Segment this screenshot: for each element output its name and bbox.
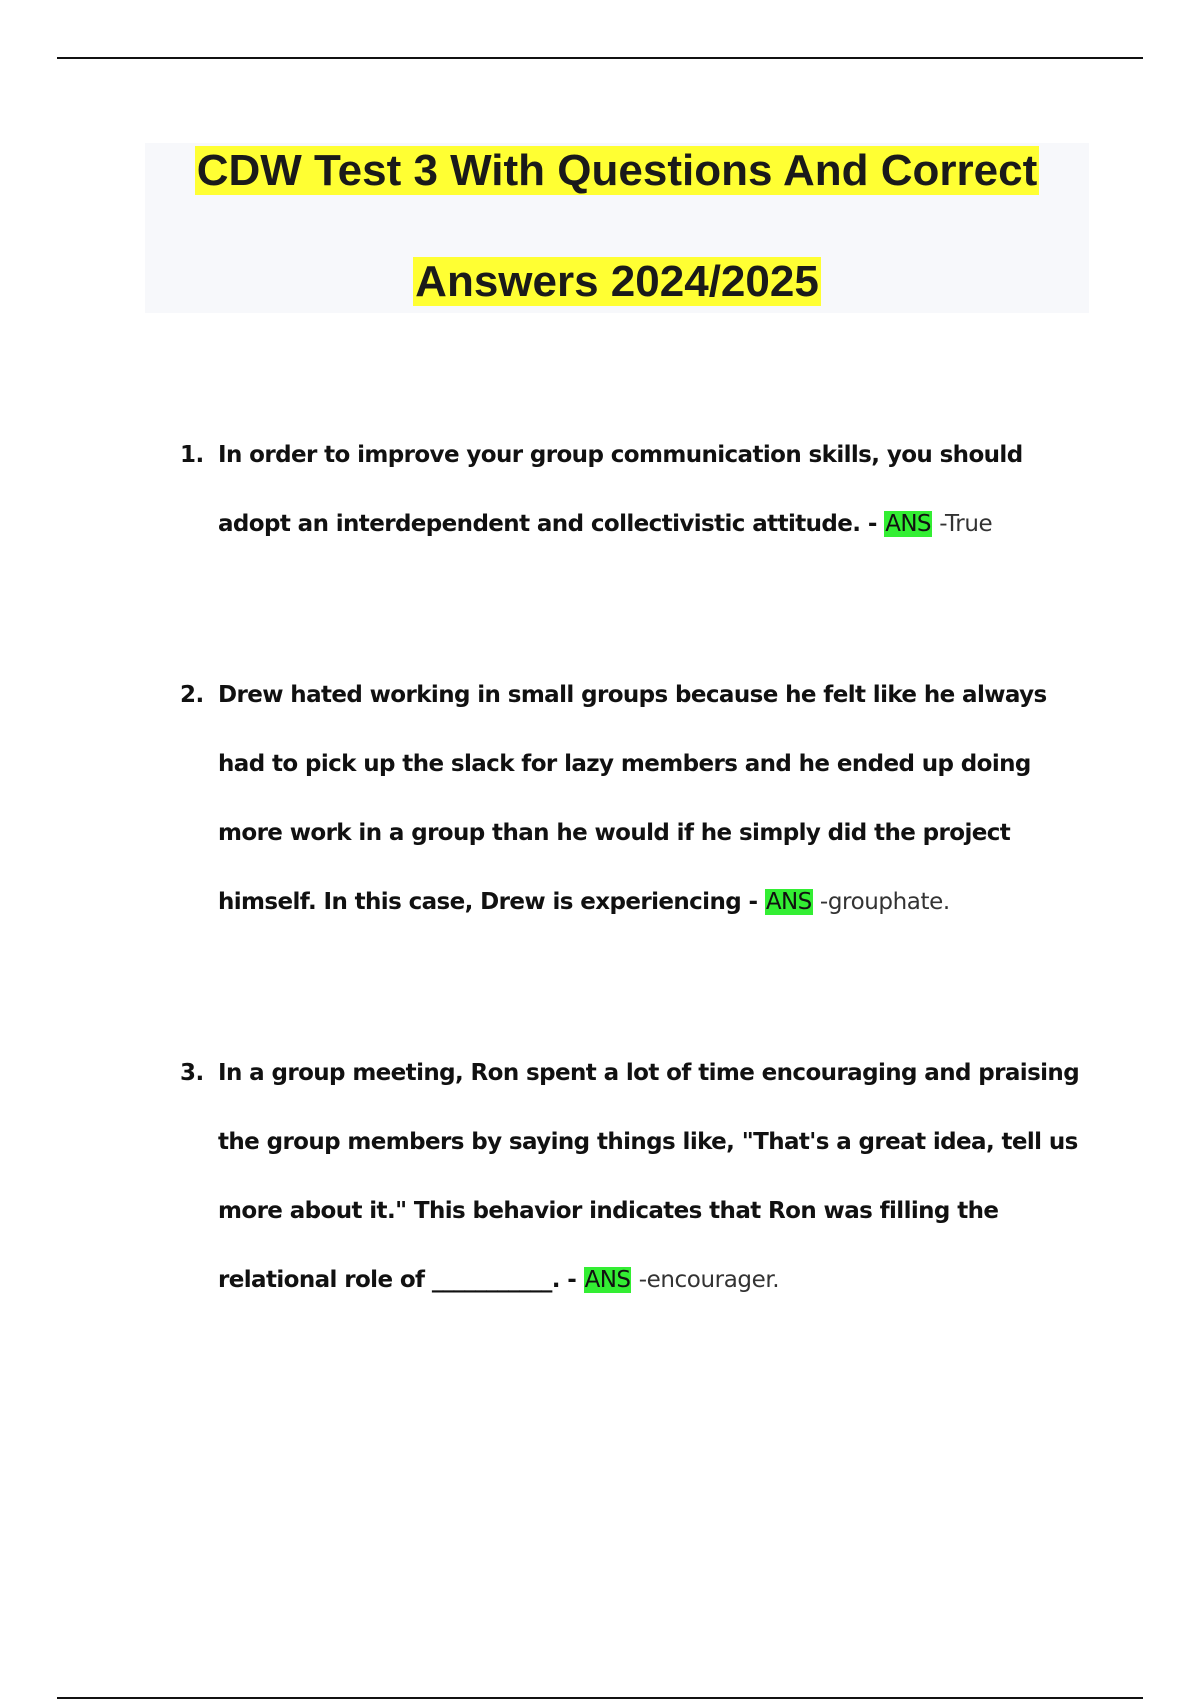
page-title-line-2: [145, 254, 1089, 310]
question-number: 2.: [180, 682, 204, 708]
ans-tag: ANS: [885, 511, 931, 537]
top-rule: [57, 57, 1143, 59]
answer-text: -True: [939, 511, 993, 537]
question-text: In a group meeting, Ron spent a lot of time encouraging and praising the group members by saying things like, "That's a great idea, tell us more about it." This behavior indicates that Ron was filling the relational role of ___________. -: [218, 1060, 1080, 1293]
ans-tag: ANS: [765, 889, 812, 915]
answer-text: -grouphate.: [819, 889, 950, 915]
question-body: [218, 421, 1098, 559]
answer-text: -encourager.: [638, 1267, 780, 1293]
title-highlight-2: Answers 2024/2025: [415, 257, 819, 306]
title-box: [145, 143, 1089, 313]
question-number: 3.: [180, 1060, 204, 1086]
question-number: 1.: [180, 442, 204, 468]
page-title-line-1: [145, 143, 1089, 199]
question-text: Drew hated working in small groups because he felt like he always had to pick up the slack for lazy members and he ended up doing more work in a group than he would if he simply did the project himself. In this case, Drew is experiencing -: [218, 682, 1047, 915]
question-body: [218, 1039, 1098, 1315]
question-text: In order to improve your group communication skills, you should adopt an interdependent and collectivistic attitude. -: [218, 442, 1023, 537]
question-body: [218, 661, 1098, 937]
ans-tag: ANS: [584, 1267, 631, 1293]
title-highlight-1: CDW Test 3 With Questions And Correct: [196, 146, 1038, 195]
bottom-rule: [57, 1697, 1143, 1699]
